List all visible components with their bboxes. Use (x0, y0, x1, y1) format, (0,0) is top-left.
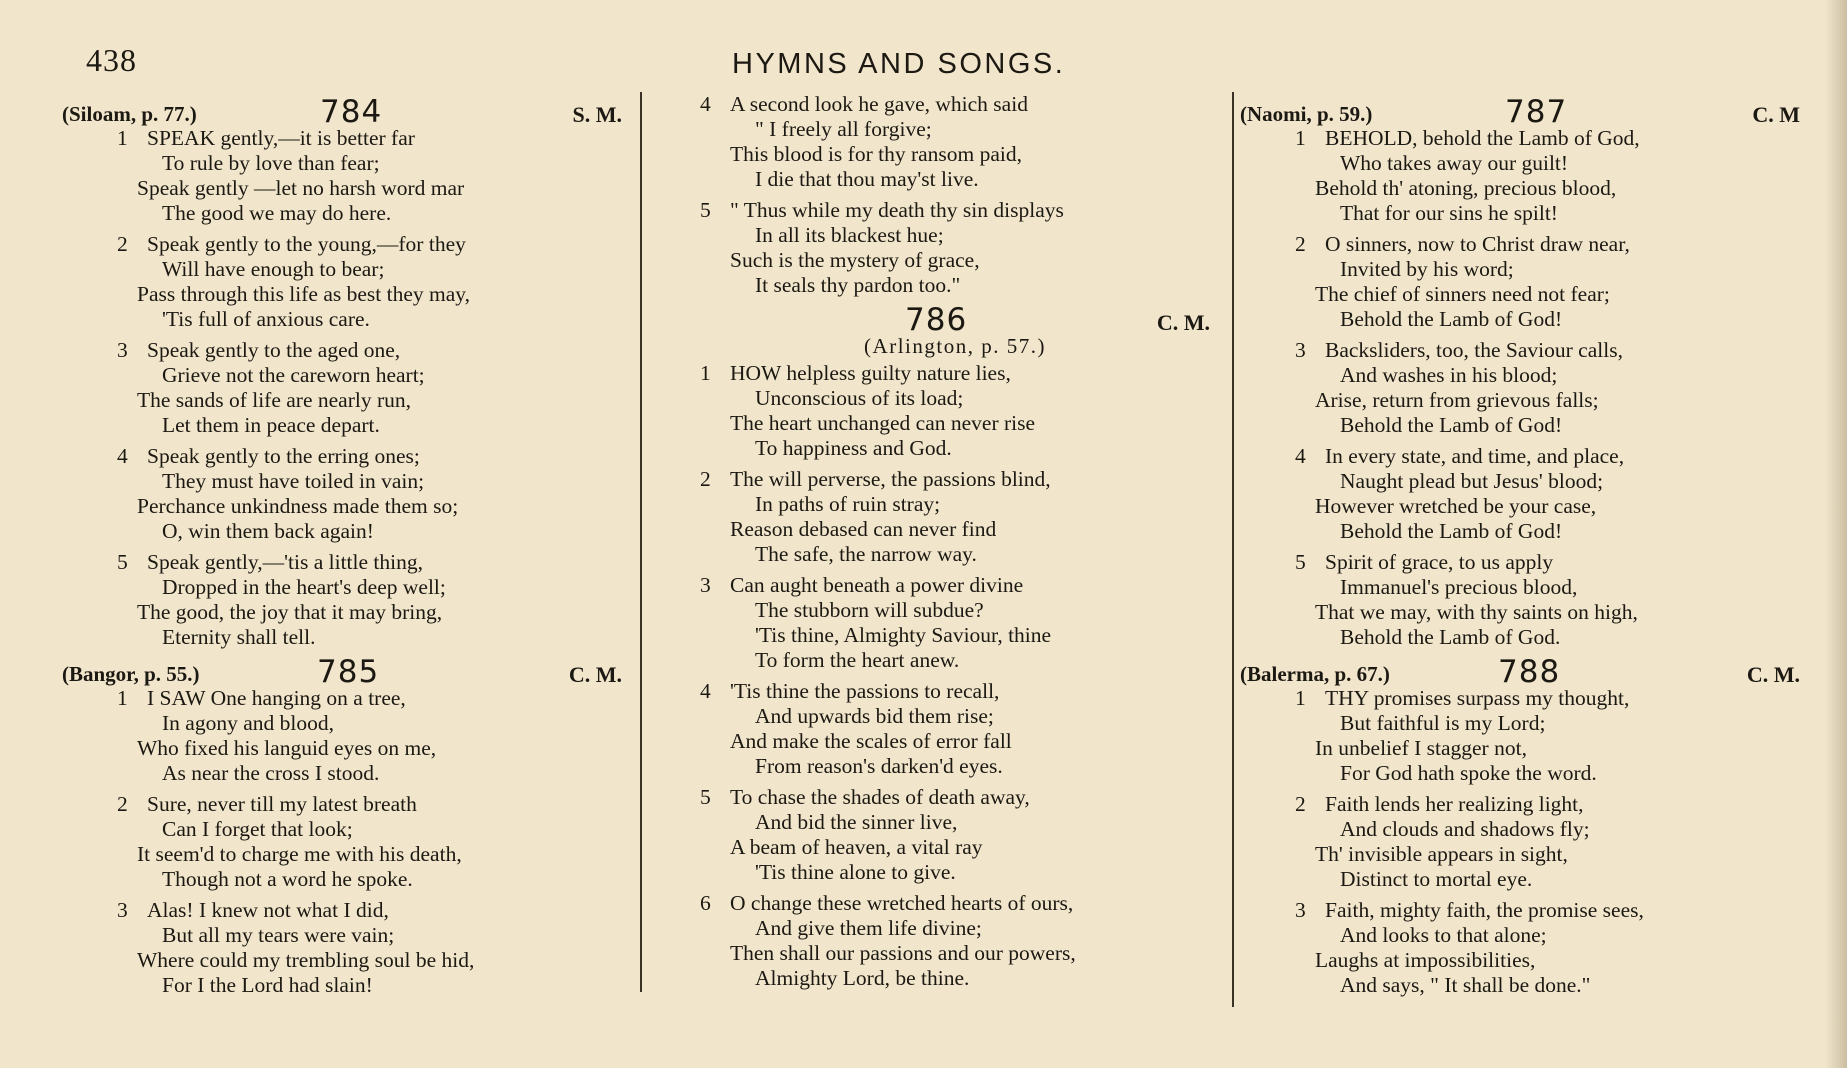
verse-line: Reason debased can never find (730, 517, 997, 541)
verse-number: 5 (700, 785, 711, 809)
verse-line: Unconscious of its load; (755, 386, 964, 410)
verse-line: Behold the Lamb of God! (1340, 307, 1563, 331)
verse-line: Behold the Lamb of God! (1340, 519, 1563, 543)
verse-line: 5 Speak gently,—'tis a little thing, (117, 550, 423, 574)
column-rule-right (1232, 92, 1234, 1007)
tune-name: (Bangor, p. 55.) (62, 662, 200, 686)
verse-line: 1 SPEAK gently,—it is better far (117, 126, 415, 150)
verse-line: As near the cross I stood. (162, 761, 380, 785)
page-edge-shadow (1825, 0, 1847, 1068)
verse-line: Behold the Lamb of God! (1340, 413, 1563, 437)
meter: S. M. (572, 102, 622, 127)
verse-line: Invited by his word; (1340, 257, 1514, 281)
verse-number: 5 (700, 198, 711, 222)
hymn-number: 786 (905, 302, 968, 338)
verse-line: But all my tears were vain; (162, 923, 395, 947)
verse-line: To rule by love than fear; (162, 151, 380, 175)
verse-line: Behold the Lamb of God. (1340, 625, 1561, 649)
hymn-header (1240, 654, 1800, 690)
stanza (62, 898, 622, 998)
verse-line: The safe, the narrow way. (755, 542, 977, 566)
verse-line: It seem'd to charge me with his death, (137, 842, 462, 866)
verse-number: 4 (700, 679, 711, 703)
verse-line: Almighty Lord, be thine. (755, 966, 970, 990)
hymn-number: 788 (1498, 654, 1561, 690)
verse-line: And upwards bid them rise; (755, 704, 994, 728)
tune-name: (Siloam, p. 77.) (62, 102, 197, 126)
verse-line: 4 'Tis thine the passions to recall, (700, 679, 1000, 703)
meter: C. M. (568, 662, 622, 687)
verse-line: Will have enough to bear; (162, 257, 385, 281)
stanza (1240, 444, 1800, 544)
verse-line: To happiness and God. (755, 436, 952, 460)
column-right (1240, 92, 1800, 1004)
verse-line: Arise, return from grievous falls; (1315, 388, 1599, 412)
verse-line: But faithful is my Lord; (1340, 711, 1546, 735)
verse-line: And says, " It shall be done." (1340, 973, 1591, 997)
verse-line: 4 In every state, and time, and place, (1295, 444, 1625, 468)
verse-line: Laughs at impossibilities, (1315, 948, 1536, 972)
stanza (700, 573, 1210, 673)
verse-line: However wretched be your case, (1315, 494, 1597, 518)
verse-line: O, win them back again! (162, 519, 374, 543)
verse-number: 1 (117, 686, 128, 710)
verse-line: Eternity shall tell. (162, 625, 316, 649)
verse-line: Behold th' atoning, precious blood, (1315, 176, 1617, 200)
verse-number: 4 (1295, 444, 1306, 468)
verse-line: 5 To chase the shades of death away, (700, 785, 1030, 809)
stanza (62, 338, 622, 438)
verse-number: 1 (117, 126, 128, 150)
stanza (1240, 550, 1800, 650)
stanza (62, 126, 622, 226)
column-rule-left (640, 92, 642, 992)
verse-line: And clouds and shadows fly; (1340, 817, 1590, 841)
verse-line: 2 Faith lends her realizing light, (1295, 792, 1584, 816)
verse-line: And give them life divine; (755, 916, 982, 940)
verse-line: 3 Faith, mighty faith, the promise sees, (1295, 898, 1644, 922)
verse-number: 2 (1295, 232, 1306, 256)
tune-name: (Naomi, p. 59.) (1240, 102, 1373, 126)
verse-line: 4 Speak gently to the erring ones; (117, 444, 420, 468)
verse-line: I die that thou may'st live. (755, 167, 979, 191)
stanza (700, 92, 1210, 192)
hymn-785-continued (700, 92, 1210, 298)
verse-line: 1 I SAW One hanging on a tree, (117, 686, 406, 710)
verse-line: Dropped in the heart's deep well; (162, 575, 446, 599)
verse-line: In unbelief I stagger not, (1315, 736, 1527, 760)
stanza (62, 686, 622, 786)
hymn-788 (1240, 656, 1800, 998)
stanza (1240, 686, 1800, 786)
verse-number: 5 (1295, 550, 1306, 574)
verse-line: The chief of sinners need not fear; (1315, 282, 1610, 306)
meter: C. M (1752, 102, 1800, 127)
verse-line: For God hath spoke the word. (1340, 761, 1597, 785)
verse-number: 5 (117, 550, 128, 574)
hymn-header (700, 302, 1210, 338)
verse-line: From reason's darken'd eyes. (755, 754, 1003, 778)
hymn-787 (1240, 96, 1800, 650)
hymn-785 (62, 656, 622, 998)
verse-line: In all its blackest hue; (755, 223, 944, 247)
verse-line: 6 O change these wretched hearts of ours, (700, 891, 1074, 915)
verse-line: The good, the joy that it may bring, (137, 600, 443, 624)
hymn-784 (62, 96, 622, 650)
verse-number: 1 (1295, 126, 1306, 150)
verse-line: Who fixed his languid eyes on me, (137, 736, 437, 760)
verse-line: Immanuel's precious blood, (1340, 575, 1578, 599)
verse-line: For I the Lord had slain! (162, 973, 373, 997)
running-title: HYMNS AND SONGS. (732, 48, 1066, 80)
verse-line: The good we may do here. (162, 201, 392, 225)
stanza (700, 467, 1210, 567)
stanza (1240, 232, 1800, 332)
verse-line: 'Tis thine, Almighty Saviour, thine (755, 623, 1052, 647)
tune-name: (Arlington, p. 57.) (864, 334, 1046, 358)
verse-line: 2 O sinners, now to Christ draw near, (1295, 232, 1630, 256)
verse-number: 3 (1295, 898, 1306, 922)
verse-line: 3 Alas! I knew not what I did, (117, 898, 389, 922)
verse-line: And washes in his blood; (1340, 363, 1558, 387)
verse-line: Though not a word he spoke. (162, 867, 413, 891)
verse-line: And looks to that alone; (1340, 923, 1547, 947)
stanza (62, 444, 622, 544)
verse-line: 4 A second look he gave, which said (700, 92, 1028, 116)
verse-line: 2 Sure, never till my latest breath (117, 792, 417, 816)
verse-number: 1 (1295, 686, 1306, 710)
verse-line: 'Tis thine alone to give. (755, 860, 956, 884)
verse-line: Speak gently —let no harsh word mar (137, 176, 465, 200)
verse-number: 2 (117, 232, 128, 256)
verse-line: 3 Backsliders, too, the Saviour calls, (1295, 338, 1623, 362)
hymn-number: 784 (320, 94, 383, 130)
verse-number: 3 (1295, 338, 1306, 362)
verse-line: 5 Spirit of grace, to us apply (1295, 550, 1554, 574)
verse-number: 2 (1295, 792, 1306, 816)
verse-line: 1 HOW helpless guilty nature lies, (700, 361, 1011, 385)
verse-line: And make the scales of error fall (730, 729, 1012, 753)
verse-number: 4 (700, 92, 711, 116)
verse-number: 3 (117, 898, 128, 922)
verse-line: Grieve not the careworn heart; (162, 363, 425, 387)
verse-line: Then shall our passions and our powers, (730, 941, 1076, 965)
verse-number: 3 (117, 338, 128, 362)
hymn-786 (700, 304, 1210, 991)
verse-line: Pass through this life as best they may, (137, 282, 471, 306)
verse-line: 'Tis full of anxious care. (162, 307, 370, 331)
column-middle (700, 92, 1210, 997)
verse-line: 3 Speak gently to the aged one, (117, 338, 401, 362)
stanza (700, 679, 1210, 779)
stanza (700, 891, 1210, 991)
stanza (1240, 792, 1800, 892)
stanza (62, 550, 622, 650)
verse-line: A beam of heaven, a vital ray (730, 835, 983, 859)
stanza (700, 361, 1210, 461)
verse-line: Naught plead but Jesus' blood; (1340, 469, 1604, 493)
verse-line: Th' invisible appears in sight, (1315, 842, 1568, 866)
stanza (1240, 898, 1800, 998)
verse-line: Let them in peace depart. (162, 413, 380, 437)
stanza (62, 792, 622, 892)
stanza (1240, 338, 1800, 438)
meter: C. M. (1156, 310, 1210, 335)
verse-line: 1 THY promises surpass my thought, (1295, 686, 1630, 710)
verse-line: The sands of life are nearly run, (137, 388, 412, 412)
verse-line: 2 The will perverse, the passions blind, (700, 467, 1051, 491)
verse-line: In agony and blood, (162, 711, 334, 735)
verse-line: Such is the mystery of grace, (730, 248, 980, 272)
column-left (62, 92, 622, 1004)
stanza (700, 198, 1210, 298)
tune-name: (Balerma, p. 67.) (1240, 662, 1390, 686)
verse-line: 2 Speak gently to the young,—for they (117, 232, 466, 256)
stanza (62, 232, 622, 332)
verse-line: This blood is for thy ransom paid, (730, 142, 1023, 166)
verse-line: And bid the sinner live, (755, 810, 958, 834)
verse-line: It seals thy pardon too." (755, 273, 961, 297)
verse-number: 6 (700, 891, 711, 915)
page-number: 438 (86, 42, 137, 78)
verse-number: 3 (700, 573, 711, 597)
verse-line: Can I forget that look; (162, 817, 353, 841)
verse-line: The heart unchanged can never rise (730, 411, 1036, 435)
verse-number: 2 (700, 467, 711, 491)
verse-line: That for our sins he spilt! (1340, 201, 1558, 225)
verse-line: 5 " Thus while my death thy sin displays (700, 198, 1064, 222)
verse-line: That we may, with thy saints on high, (1315, 600, 1638, 624)
verse-line: They must have toiled in vain; (162, 469, 425, 493)
verse-number: 4 (117, 444, 128, 468)
verse-line: To form the heart anew. (755, 648, 960, 672)
verse-line: 1 BEHOLD, behold the Lamb of God, (1295, 126, 1640, 150)
verse-line: Where could my trembling soul be hid, (137, 948, 475, 972)
hymn-number: 787 (1505, 94, 1568, 130)
stanza (700, 785, 1210, 885)
verse-line: Perchance unkindness made them so; (137, 494, 459, 518)
stanza (1240, 126, 1800, 226)
verse-line: " I freely all forgive; (755, 117, 932, 141)
verse-number: 1 (700, 361, 711, 385)
verse-line: The stubborn will subdue? (755, 598, 984, 622)
verse-line: Distinct to mortal eye. (1340, 867, 1533, 891)
hymn-header (62, 94, 622, 130)
hymn-header (1240, 94, 1800, 130)
verse-number: 2 (117, 792, 128, 816)
hymn-header (62, 654, 622, 690)
meter: C. M. (1746, 662, 1800, 687)
verse-line: In paths of ruin stray; (755, 492, 941, 516)
verse-line: Who takes away our guilt! (1340, 151, 1569, 175)
verse-line: 3 Can aught beneath a power divine (700, 573, 1024, 597)
hymn-number: 785 (317, 654, 380, 690)
